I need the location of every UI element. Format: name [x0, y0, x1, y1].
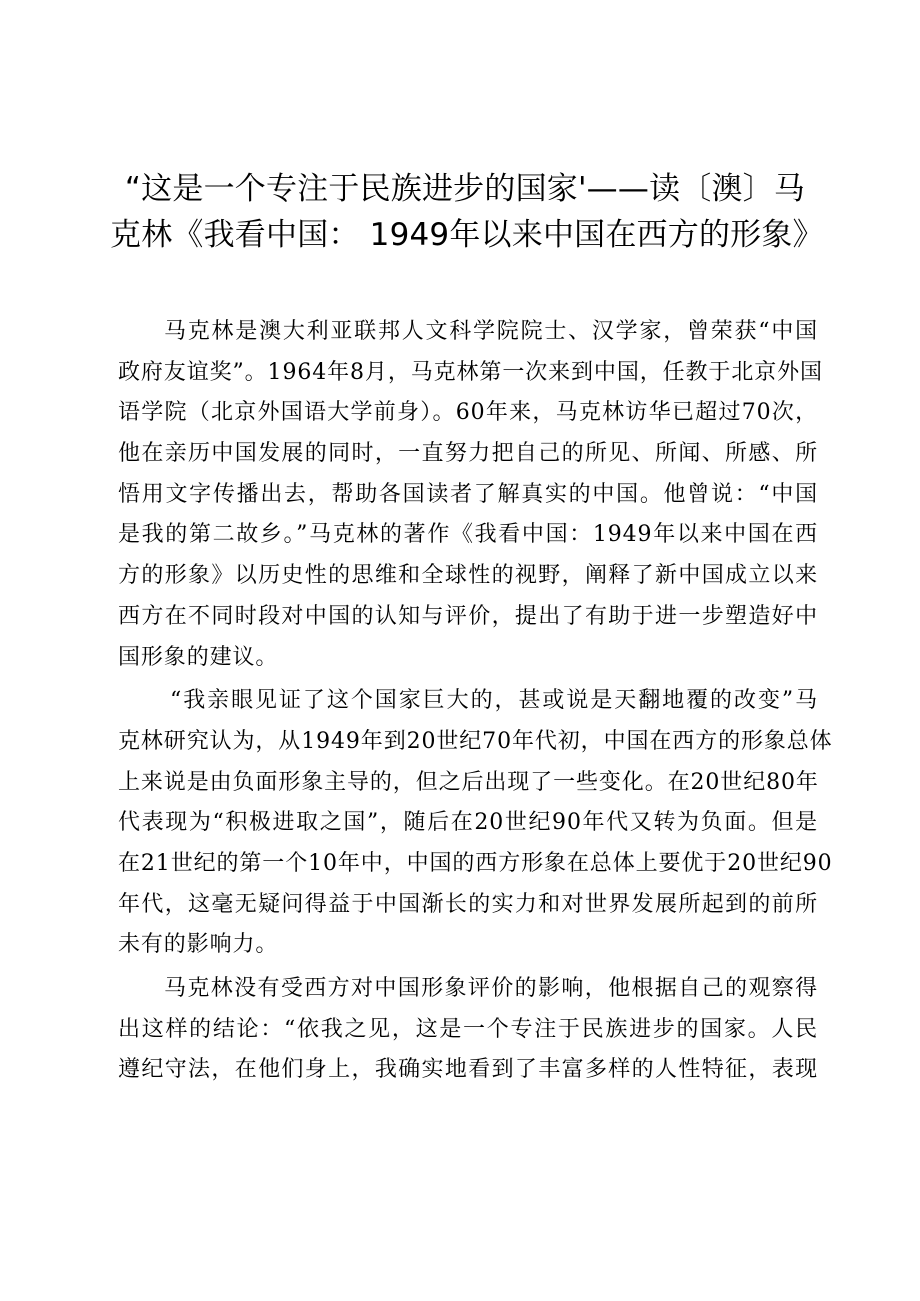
paragraph-line: 遵纪守法，在他们身上，我确实地看到了丰富多样的人性特征，表现: [118, 1057, 818, 1083]
paragraph-line: 是我的第二故乡。”马克林的著作《我看中国：1949年以来中国在西: [118, 522, 818, 548]
paragraph-line: 上来说是由负面形象主导的，但之后出现了一些变化。在20世纪80年: [118, 769, 819, 795]
paragraph-line: 马克林没有受西方对中国形象评价的影响，他根据自己的观察得: [164, 976, 818, 1001]
title-line-1: “这是一个专注于民族进步的国家'——读〔澳〕马: [124, 171, 806, 207]
paragraph-line: 克林研究认为，从1949年到20世纪70年代初，中国在西方的形象总体: [118, 728, 833, 754]
paragraph-line: 马克林是澳大利亚联邦人文科学院院士、汉学家，曾荣获“中国: [164, 319, 818, 344]
paragraph-line: 悟用文字传播出去，帮助各国读者了解真实的中国。他曾说：“中国: [118, 481, 818, 507]
paragraph-line: 方的形象》以历史性的思维和全球性的视野，阐释了新中国成立以来: [118, 563, 818, 589]
paragraph-1: [118, 312, 823, 678]
paragraph-line: 年代，这毫无疑问得益于中国渐长的实力和对世界发展所起到的前所: [118, 891, 818, 917]
article-body: [118, 312, 833, 1094]
paragraph-line: 语学院（北京外国语大学前身）。60年来，马克林访华已超过70次，: [118, 400, 818, 426]
article-title: [110, 166, 824, 258]
paragraph-line: 他在亲历中国发展的同时，一直努力把自己的所见、所闻、所感、所: [118, 441, 818, 467]
paragraph-line: 出这样的结论：“依我之见，这是一个专注于民族进步的国家。人民: [118, 1016, 818, 1042]
paragraph-line: 国形象的建议。: [118, 644, 279, 670]
title-line-2: 克林《我看中国： 1949年以来中国在西方的形象》: [110, 217, 824, 253]
paragraph-3: [118, 969, 818, 1091]
paragraph-2: [118, 681, 833, 966]
paragraph-line: 在21世纪的第一个10年中，中国的西方形象在总体上要优于20世纪90: [118, 850, 833, 876]
paragraph-line: 未有的影响力。: [118, 932, 279, 958]
paragraph-line: 代表现为“积极进取之国”，随后在20世纪90年代又转为负面。但是: [118, 810, 818, 836]
paragraph-line: 政府友谊奖”。1964年8月，马克林第一次来到中国，任教于北京外国: [118, 359, 823, 385]
paragraph-line: 西方在不同时段对中国的认知与评价，提出了有助于进一步塑造好中: [118, 603, 818, 629]
paragraph-line: “我亲眼见证了这个国家巨大的，甚或说是天翻地覆的改变”马: [170, 688, 818, 714]
